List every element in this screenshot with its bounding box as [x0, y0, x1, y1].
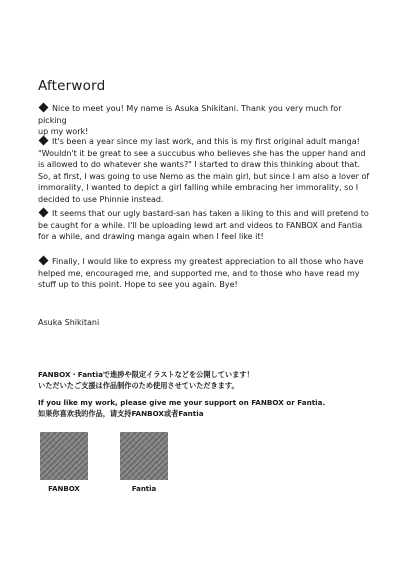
diamond-bullet-icon — [39, 256, 49, 266]
paragraph-story — [38, 136, 370, 205]
support-english: If you like my work, please give me your support on FANBOX or Fantia. — [38, 398, 326, 407]
support-japanese — [38, 370, 378, 391]
fanbox-label: FANBOX — [48, 485, 80, 493]
paragraph-line: be caught for a while. I'll be uploading lewd art and videos to FANBOX and Fantia — [38, 220, 363, 230]
fantia-label: Fantia — [131, 485, 157, 493]
paragraph-line: up my work! — [38, 127, 89, 136]
paragraph-line: It seems that our ugly bastard-san has taken a liking to this and will pretend to — [52, 209, 369, 218]
paragraph-line: Nice to meet you! My name is Asuka Shikitani. Thank you very much for picking — [38, 104, 342, 125]
diamond-bullet-icon — [39, 103, 49, 113]
paragraph-line: is allowed to do whatever she wants?" I started to draw this thinking about that. — [38, 160, 361, 169]
support-chinese: 如果你喜欢我的作品，请支持FANBOX或者Fantia — [38, 408, 204, 418]
paragraph-greeting — [38, 103, 370, 138]
diamond-bullet-icon — [39, 136, 49, 146]
fantia-qr-code[interactable] — [120, 432, 168, 480]
paragraph-thanks — [38, 256, 370, 291]
author-signature: Asuka Shikitani — [38, 318, 100, 327]
paragraph-line: "Wouldn't it be great to see a succubus who believes she has the upper hand and — [38, 148, 366, 158]
paragraph-plans — [38, 208, 370, 243]
paragraph-line: Finally, I would like to express my greatest appreciation to all those who have — [52, 257, 364, 266]
diamond-bullet-icon — [39, 208, 49, 218]
support-english-chinese — [38, 398, 378, 419]
paragraph-line: decided to use Phinnie instead. — [38, 194, 164, 204]
fanbox-qr-code[interactable] — [40, 432, 88, 480]
support-japanese-line: FANBOX・Fantiaで進捗や限定イラストなどを公開しています！ — [38, 370, 254, 379]
paragraph-line: for a while, and drawing manga again when I feel like it! — [38, 232, 264, 241]
paragraph-line: immorality, I wanted to depict a girl falling while embracing her immorality, so I — [38, 183, 359, 192]
paragraph-line: stuff up to this point. Hope to see you again. Bye! — [38, 280, 238, 289]
paragraph-line: So, at first, I was going to use Nemo as the main girl, but since I am also a lover of — [38, 171, 370, 181]
paragraph-line: helped me, encouraged me, and supported me, and to those who have read my — [38, 268, 360, 278]
page-title: Afterword — [38, 78, 106, 94]
support-japanese-line: いただいたご支援は作品制作のため使用させていただきます。 — [38, 380, 239, 390]
paragraph-line: It's been a year since my last work, and this is my first original adult manga! — [52, 137, 360, 146]
